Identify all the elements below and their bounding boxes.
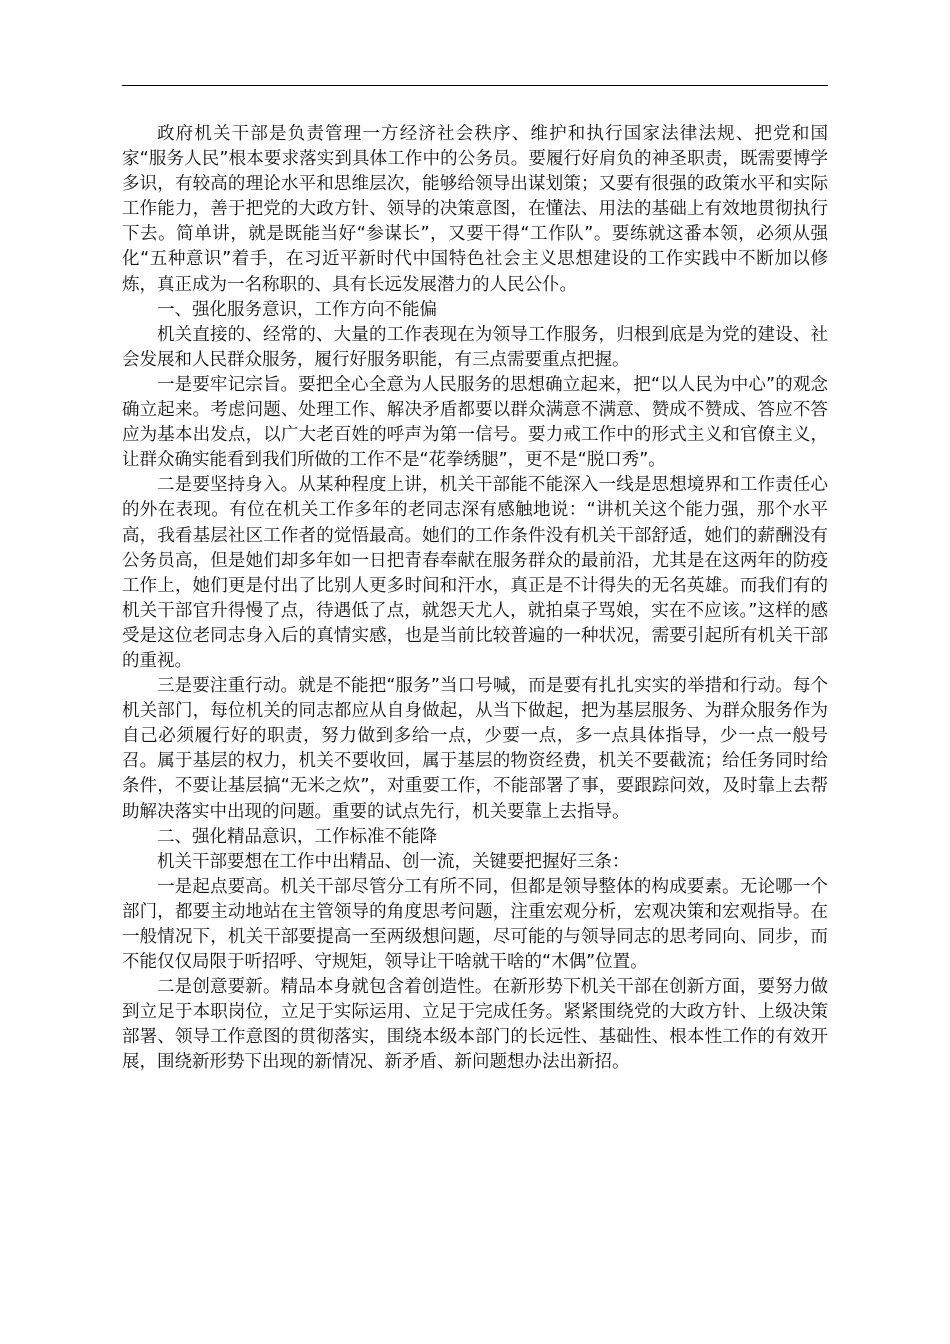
paragraph: 二是要坚持身入。从某种程度上讲，机关干部能不能深入一线是思想境界和工作责任心的外在表现。有位在机关工作多年的老同志深有感触地说：“讲机关这个能力强，那个水平高，我看基层社区工作者的觉悟最高。她们的工作条件没有机关干部舒适，她们的薪酬没有公务员高，但是她们却多年如一日把青春奉献在服务群众的最前沿，尤其是在这两年的防疫工作上，她们更是付出了比别人更多时间和汗水，真正是不计得失的无名英雄。而我们有的机关干部官升得慢了点，待遇低了点，就怨天尤人，就拍桌子骂娘，实在不应该。”这样的感受是这位老同志身入后的真情实感，也是当前比较普遍的一种状况，需要引起所有机关干部的重视。 bbox=[122, 475, 828, 671]
paragraph: 二是创意要新。精品本身就包含着创造性。在新形势下机关干部在创新方面，要努力做到立足于本职岗位，立足于实际运用、立足于完成任务。紧紧围绕党的大政方针、上级决策部署、领导工作意图的贯彻落实，围绕本级本部门的长远性、基础性、根本性工作的有效开展，围绕新形势下出现的新情况、新矛盾、新问题想办法出新招。 bbox=[122, 977, 828, 1073]
paragraph: 一是要牢记宗旨。要把全心全意为人民服务的思想确立起来，把“以人民为中心”的观念确立起来。考虑问题、处理工作、解决矛盾都要以群众满意不满意、赞成不赞成、答应不答应为基本出发点，以广大老百姓的呼声为第一信号。要力戒工作中的形式主义和官僚主义，让群众确实能看到我们所做的工作不是“花拳绣腿”，更不是“脱口秀”。 bbox=[122, 374, 828, 471]
paragraph: 三是要注重行动。就是不能把“服务”当口号喊，而是要有扎扎实实的举措和行动。每个机关部门，每位机关的同志都应从自身做起，从当下做起，把为基层服务、为群众服务作为自己必须履行好的职责，努力做到多给一点，少要一点，多一点具体指导，少一点一般号召。属于基层的权力，机关不要收回，属于基层的物资经费，机关不要截流；给任务同时给条件，不要让基层搞“无米之炊”，对重要工作，不能部署了事，要跟踪问效，及时靠上去帮助解决落实中出现的问题。重要的试点先行，机关要靠上去指导。 bbox=[122, 676, 828, 822]
section-heading-2: 二、强化精品意识，工作标准不能降 bbox=[157, 826, 437, 847]
intro-paragraph: 政府机关干部是负责管理一方经济社会秩序、维护和执行国家法律法规、把党和国家“服务人民”根本要求落实到具体工作中的公务员。要履行好肩负的神圣职责，既需要博学多识，有较高的理论水平和思维层次，能够给领导出谋划策；又要有很强的政策水平和实际工作能力，善于把党的大政方针、领导的决策意图，在懂法、用法的基础上有效地贯彻执行下去。简单讲，就是既能当好“参谋长”，又要干得“工作队”。要练就这番本领，必须从强化“五种意识”着手，在习近平新时代中国特色社会主义思想建设的工作实践中不断加以修炼，真正成为一名称职的、具有长远发展潜力的人民公仆。 bbox=[122, 124, 828, 295]
paragraph: 机关直接的、经常的、大量的工作表现在为领导工作服务，归根到底是为党的建设、社会发展和人民群众服务，履行好服务职能，有三点需要重点把握。 bbox=[122, 324, 828, 370]
header-rule bbox=[122, 85, 828, 86]
section-heading-1: 一、强化服务意识，工作方向不能偏 bbox=[157, 299, 437, 320]
body-text bbox=[122, 122, 828, 1076]
paragraph: 机关干部要想在工作中出精品、创一流，关键要把握好三条： bbox=[157, 851, 630, 872]
paragraph: 一是起点要高。机关干部尽管分工有所不同，但都是领导整体的构成要素。无论哪一个部门，都要主动地站在主管领导的角度思考问题，注重宏观分析，宏观决策和宏观指导。在一般情况下，机关干部要提高一至两级想问题，尽可能的与领导同志的思考同向、同步，而不能仅仅局限于听招呼、守规矩，领导让干啥就干啥的“木偶”位置。 bbox=[122, 876, 828, 973]
